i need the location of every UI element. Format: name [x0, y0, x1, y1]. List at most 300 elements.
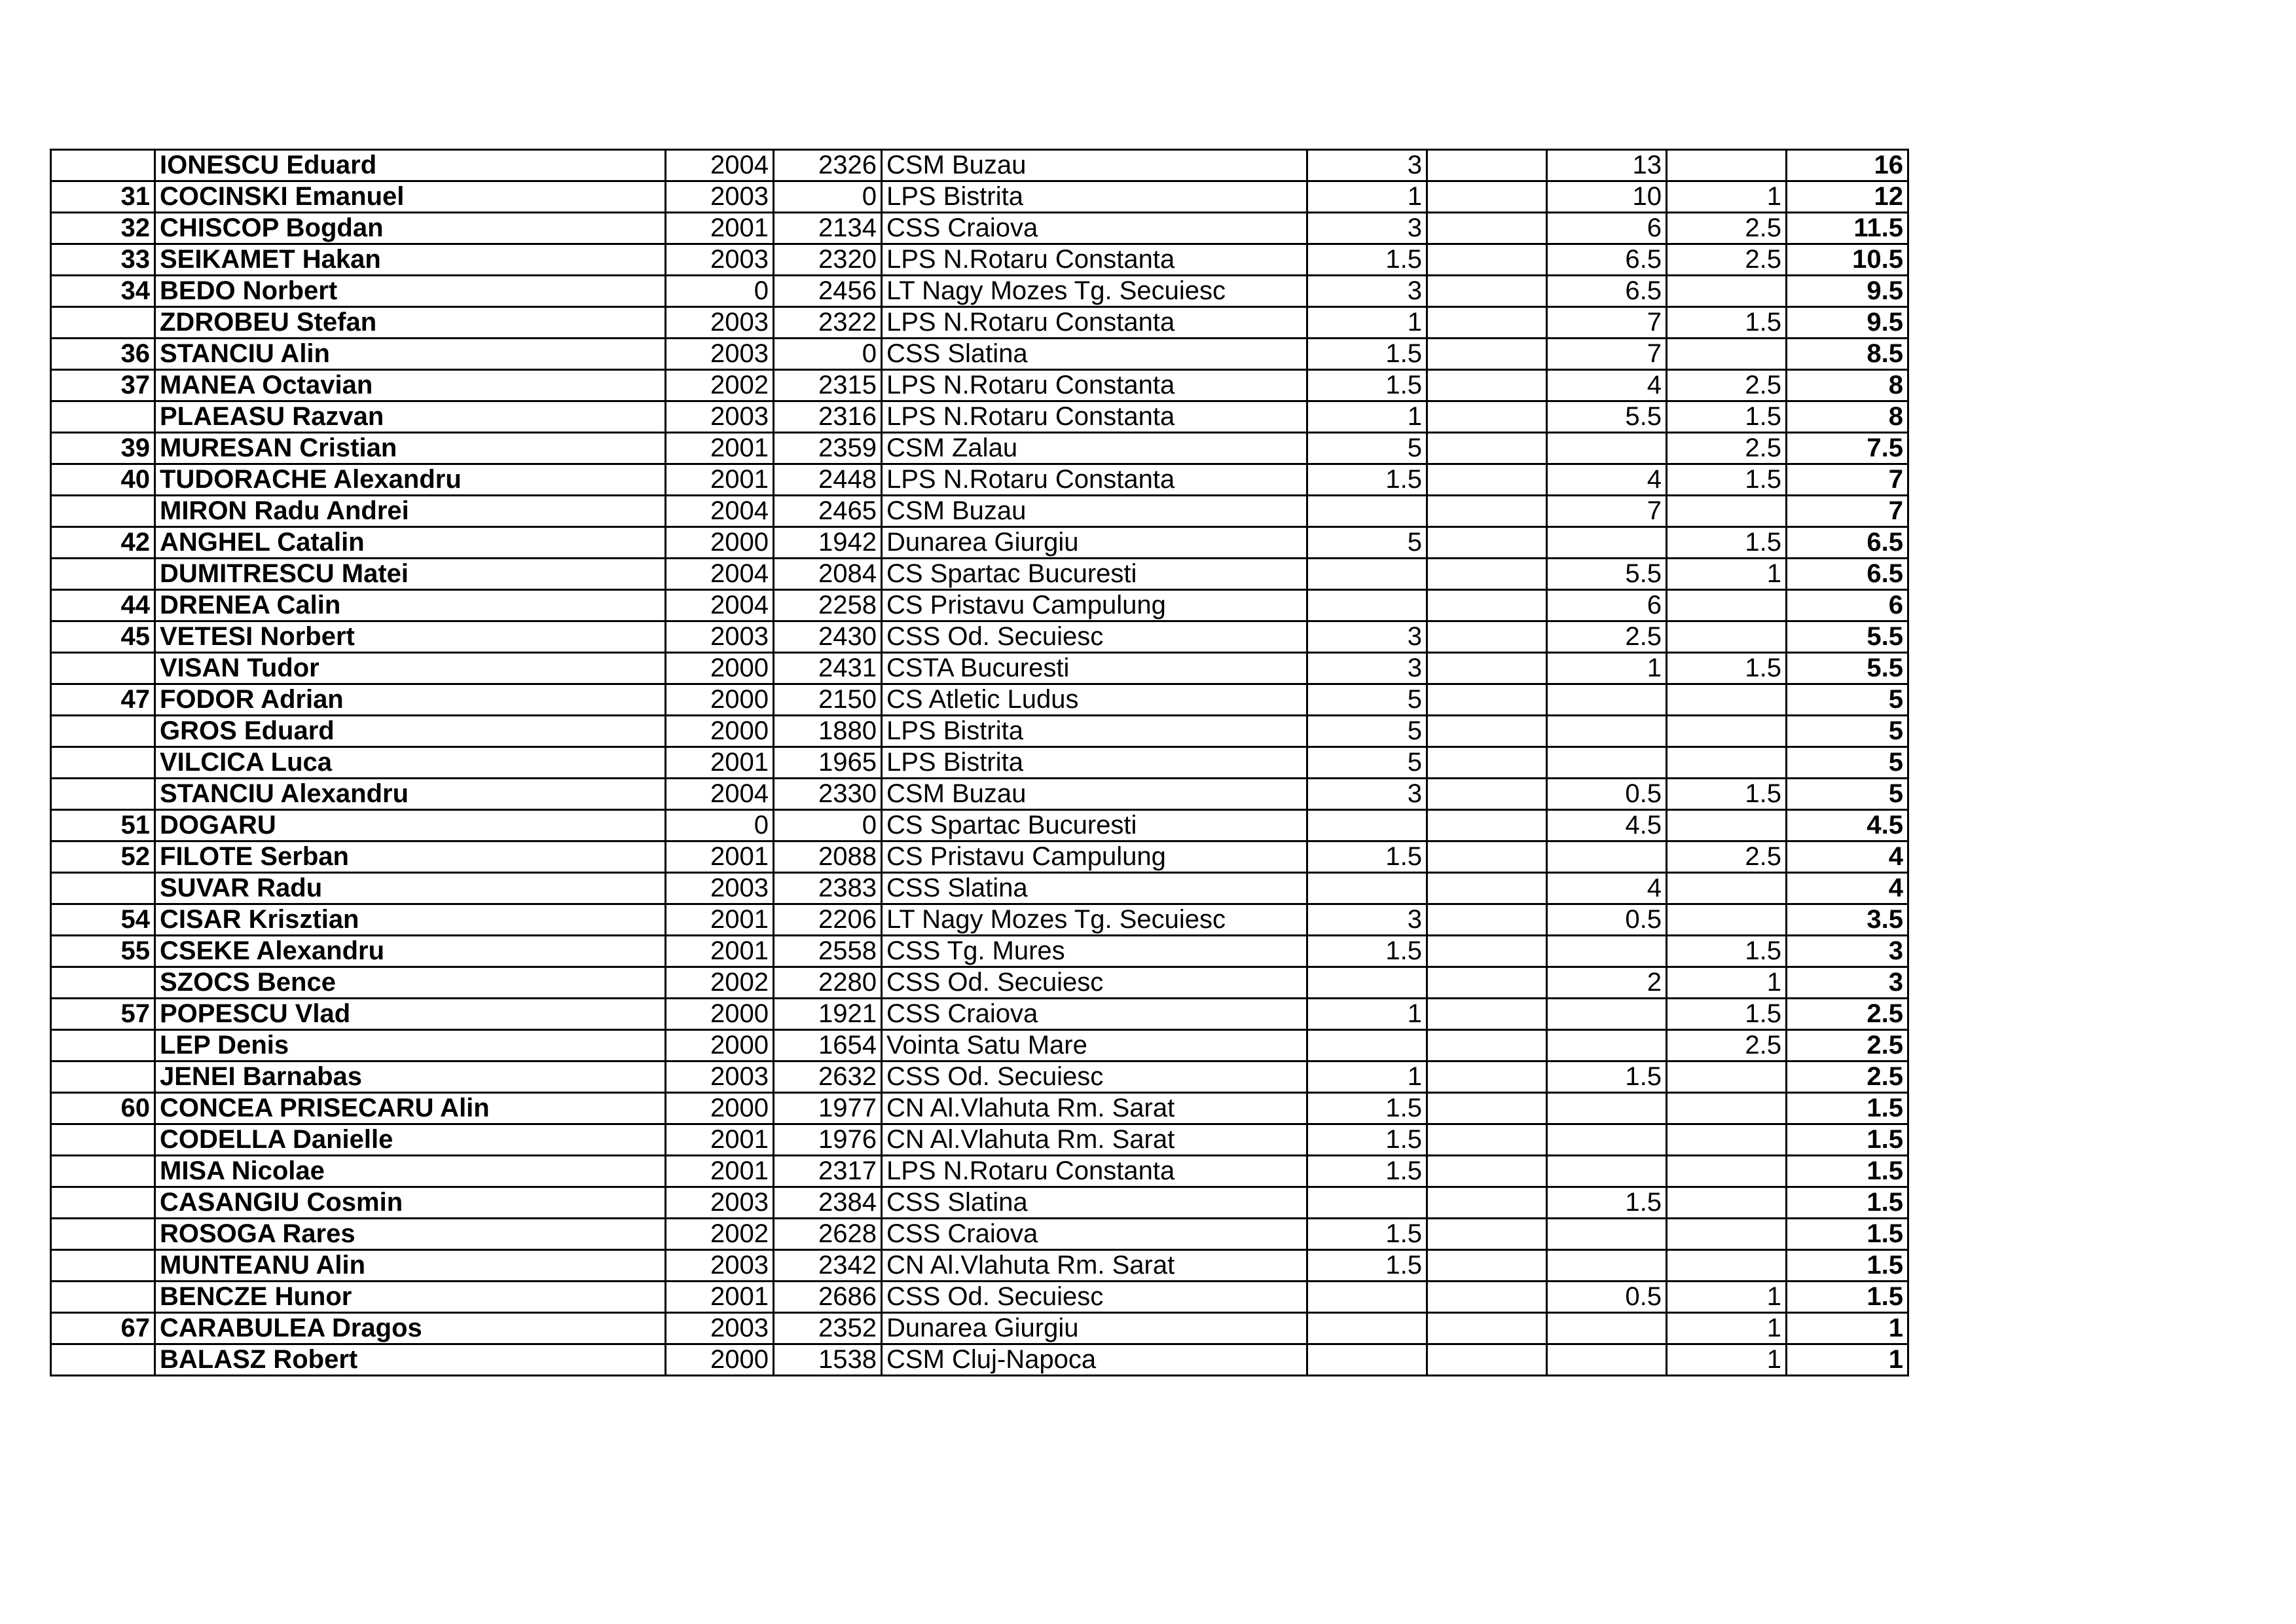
- player-name-cell: BALASZ Robert: [155, 1344, 666, 1376]
- rank-cell: 39: [51, 433, 155, 464]
- total-cell: 5: [1787, 716, 1908, 747]
- score-3-cell: [1547, 999, 1667, 1030]
- player-id-cell: 0: [774, 810, 882, 841]
- player-id-cell: 1880: [774, 716, 882, 747]
- player-name-cell: LEP Denis: [155, 1030, 666, 1061]
- score-2-cell: [1427, 716, 1547, 747]
- rank-cell: 67: [51, 1313, 155, 1344]
- rank-cell: [51, 779, 155, 810]
- total-cell: 6: [1787, 590, 1908, 621]
- table-row: [51, 1344, 1908, 1376]
- rank-cell: [51, 1187, 155, 1219]
- score-3-cell: 5.5: [1547, 559, 1667, 590]
- table-row: [51, 747, 1908, 779]
- player-id-cell: 2359: [774, 433, 882, 464]
- table-row: [51, 213, 1908, 244]
- table-row: [51, 590, 1908, 621]
- rank-cell: 34: [51, 276, 155, 307]
- score-3-cell: 6: [1547, 213, 1667, 244]
- rank-cell: 52: [51, 841, 155, 873]
- rank-cell: 57: [51, 999, 155, 1030]
- player-name-cell: MANEA Octavian: [155, 370, 666, 401]
- player-id-cell: 2134: [774, 213, 882, 244]
- club-cell: CSS Slatina: [882, 1187, 1307, 1219]
- birth-year-cell: 2001: [666, 213, 774, 244]
- player-name-cell: FODOR Adrian: [155, 684, 666, 716]
- total-cell: 4: [1787, 841, 1908, 873]
- rank-cell: 37: [51, 370, 155, 401]
- player-name-cell: SUVAR Radu: [155, 873, 666, 904]
- birth-year-cell: 2002: [666, 967, 774, 999]
- club-cell: Dunarea Giurgiu: [882, 1313, 1307, 1344]
- score-3-cell: 6.5: [1547, 244, 1667, 276]
- table-row: [51, 684, 1908, 716]
- score-2-cell: [1427, 213, 1547, 244]
- birth-year-cell: 2000: [666, 999, 774, 1030]
- score-4-cell: [1667, 1250, 1787, 1282]
- player-id-cell: 2206: [774, 904, 882, 936]
- player-id-cell: 2352: [774, 1313, 882, 1344]
- rank-cell: [51, 559, 155, 590]
- score-4-cell: 1.5: [1667, 527, 1787, 559]
- player-name-cell: VETESI Norbert: [155, 621, 666, 653]
- score-3-cell: [1547, 1344, 1667, 1376]
- score-4-cell: 2.5: [1667, 370, 1787, 401]
- table-row: [51, 1030, 1908, 1061]
- score-3-cell: 1: [1547, 653, 1667, 684]
- player-name-cell: JENEI Barnabas: [155, 1061, 666, 1093]
- score-2-cell: [1427, 1124, 1547, 1156]
- score-2-cell: [1427, 244, 1547, 276]
- club-cell: Vointa Satu Mare: [882, 1030, 1307, 1061]
- score-1-cell: 1: [1307, 401, 1427, 433]
- score-1-cell: 5: [1307, 747, 1427, 779]
- table-row: [51, 181, 1908, 213]
- score-1-cell: [1307, 1030, 1427, 1061]
- rank-cell: 47: [51, 684, 155, 716]
- club-cell: LPS N.Rotaru Constanta: [882, 464, 1307, 496]
- table-row: [51, 559, 1908, 590]
- club-cell: CS Pristavu Campulung: [882, 590, 1307, 621]
- player-name-cell: MUNTEANU Alin: [155, 1250, 666, 1282]
- score-3-cell: [1547, 433, 1667, 464]
- player-id-cell: 2330: [774, 779, 882, 810]
- score-2-cell: [1427, 559, 1547, 590]
- table-row: [51, 1282, 1908, 1313]
- total-cell: 6.5: [1787, 527, 1908, 559]
- birth-year-cell: 2001: [666, 904, 774, 936]
- rank-cell: [51, 1061, 155, 1093]
- score-3-cell: 2: [1547, 967, 1667, 999]
- ranking-table: [50, 149, 1909, 1376]
- player-id-cell: 2383: [774, 873, 882, 904]
- table-row: [51, 904, 1908, 936]
- score-1-cell: 1: [1307, 1061, 1427, 1093]
- score-3-cell: 2.5: [1547, 621, 1667, 653]
- score-4-cell: [1667, 873, 1787, 904]
- score-4-cell: 2.5: [1667, 213, 1787, 244]
- score-2-cell: [1427, 150, 1547, 181]
- score-1-cell: 1.5: [1307, 339, 1427, 370]
- score-4-cell: [1667, 810, 1787, 841]
- player-name-cell: CONCEA PRISECARU Alin: [155, 1093, 666, 1124]
- table-row: [51, 401, 1908, 433]
- birth-year-cell: 2001: [666, 1282, 774, 1313]
- score-2-cell: [1427, 1093, 1547, 1124]
- total-cell: 1.5: [1787, 1219, 1908, 1250]
- score-1-cell: 5: [1307, 433, 1427, 464]
- score-4-cell: [1667, 621, 1787, 653]
- score-3-cell: 1.5: [1547, 1061, 1667, 1093]
- total-cell: 1.5: [1787, 1282, 1908, 1313]
- score-2-cell: [1427, 684, 1547, 716]
- score-3-cell: [1547, 716, 1667, 747]
- score-4-cell: 1.5: [1667, 999, 1787, 1030]
- score-1-cell: 1: [1307, 181, 1427, 213]
- player-id-cell: 2150: [774, 684, 882, 716]
- player-id-cell: 2326: [774, 150, 882, 181]
- table-row: [51, 1093, 1908, 1124]
- score-4-cell: 2.5: [1667, 244, 1787, 276]
- total-cell: 11.5: [1787, 213, 1908, 244]
- club-cell: CSS Od. Secuiesc: [882, 1282, 1307, 1313]
- score-3-cell: 4: [1547, 873, 1667, 904]
- player-id-cell: 2465: [774, 496, 882, 527]
- player-name-cell: DOGARU: [155, 810, 666, 841]
- score-4-cell: [1667, 904, 1787, 936]
- score-1-cell: [1307, 1313, 1427, 1344]
- score-2-cell: [1427, 936, 1547, 967]
- score-2-cell: [1427, 1187, 1547, 1219]
- score-4-cell: 1.5: [1667, 401, 1787, 433]
- player-id-cell: 1538: [774, 1344, 882, 1376]
- player-name-cell: DRENEA Calin: [155, 590, 666, 621]
- player-id-cell: 2632: [774, 1061, 882, 1093]
- score-3-cell: 4.5: [1547, 810, 1667, 841]
- score-3-cell: [1547, 1250, 1667, 1282]
- player-id-cell: 2431: [774, 653, 882, 684]
- score-4-cell: [1667, 1156, 1787, 1187]
- rank-cell: 44: [51, 590, 155, 621]
- score-4-cell: 1: [1667, 559, 1787, 590]
- club-cell: CN Al.Vlahuta Rm. Sarat: [882, 1124, 1307, 1156]
- score-3-cell: 4: [1547, 464, 1667, 496]
- player-id-cell: 2558: [774, 936, 882, 967]
- score-1-cell: 1.5: [1307, 244, 1427, 276]
- player-name-cell: FILOTE Serban: [155, 841, 666, 873]
- birth-year-cell: 2003: [666, 621, 774, 653]
- score-2-cell: [1427, 1061, 1547, 1093]
- player-id-cell: 2628: [774, 1219, 882, 1250]
- score-2-cell: [1427, 370, 1547, 401]
- club-cell: CSS Craiova: [882, 213, 1307, 244]
- club-cell: CSM Zalau: [882, 433, 1307, 464]
- rank-cell: 33: [51, 244, 155, 276]
- rank-cell: 54: [51, 904, 155, 936]
- club-cell: CN Al.Vlahuta Rm. Sarat: [882, 1250, 1307, 1282]
- score-1-cell: 3: [1307, 276, 1427, 307]
- player-id-cell: 1921: [774, 999, 882, 1030]
- birth-year-cell: 2000: [666, 716, 774, 747]
- score-4-cell: [1667, 1093, 1787, 1124]
- birth-year-cell: 2001: [666, 747, 774, 779]
- total-cell: 2.5: [1787, 1061, 1908, 1093]
- player-name-cell: BEDO Norbert: [155, 276, 666, 307]
- birth-year-cell: 2002: [666, 370, 774, 401]
- score-3-cell: [1547, 747, 1667, 779]
- player-name-cell: ANGHEL Catalin: [155, 527, 666, 559]
- score-1-cell: 1.5: [1307, 464, 1427, 496]
- rank-cell: 60: [51, 1093, 155, 1124]
- table-row: [51, 1219, 1908, 1250]
- birth-year-cell: 2003: [666, 181, 774, 213]
- player-id-cell: 2430: [774, 621, 882, 653]
- total-cell: 5: [1787, 747, 1908, 779]
- total-cell: 5: [1787, 684, 1908, 716]
- total-cell: 6.5: [1787, 559, 1908, 590]
- score-3-cell: 7: [1547, 496, 1667, 527]
- score-3-cell: [1547, 1219, 1667, 1250]
- birth-year-cell: 2003: [666, 307, 774, 339]
- score-1-cell: 3: [1307, 779, 1427, 810]
- player-name-cell: CISAR Krisztian: [155, 904, 666, 936]
- score-2-cell: [1427, 967, 1547, 999]
- rank-cell: [51, 1250, 155, 1282]
- player-id-cell: 2280: [774, 967, 882, 999]
- total-cell: 8: [1787, 370, 1908, 401]
- club-cell: LPS Bistrita: [882, 716, 1307, 747]
- player-name-cell: GROS Eduard: [155, 716, 666, 747]
- club-cell: CSS Od. Secuiesc: [882, 621, 1307, 653]
- player-name-cell: BENCZE Hunor: [155, 1282, 666, 1313]
- club-cell: LPS N.Rotaru Constanta: [882, 1156, 1307, 1187]
- table-row: [51, 1061, 1908, 1093]
- score-4-cell: [1667, 590, 1787, 621]
- table-row: [51, 873, 1908, 904]
- score-1-cell: 5: [1307, 716, 1427, 747]
- score-3-cell: [1547, 1124, 1667, 1156]
- club-cell: CSTA Bucuresti: [882, 653, 1307, 684]
- table-row: [51, 653, 1908, 684]
- score-4-cell: 2.5: [1667, 1030, 1787, 1061]
- birth-year-cell: 2001: [666, 1156, 774, 1187]
- score-2-cell: [1427, 841, 1547, 873]
- table-row: [51, 936, 1908, 967]
- total-cell: 7: [1787, 496, 1908, 527]
- table-row: [51, 370, 1908, 401]
- birth-year-cell: 0: [666, 810, 774, 841]
- club-cell: LPS N.Rotaru Constanta: [882, 370, 1307, 401]
- player-name-cell: CASANGIU Cosmin: [155, 1187, 666, 1219]
- score-4-cell: [1667, 1187, 1787, 1219]
- club-cell: CSM Buzau: [882, 496, 1307, 527]
- club-cell: LPS N.Rotaru Constanta: [882, 244, 1307, 276]
- player-id-cell: 1654: [774, 1030, 882, 1061]
- club-cell: CSS Craiova: [882, 999, 1307, 1030]
- rank-cell: [51, 1030, 155, 1061]
- score-3-cell: [1547, 1093, 1667, 1124]
- rank-cell: [51, 873, 155, 904]
- score-3-cell: 0.5: [1547, 779, 1667, 810]
- total-cell: 7: [1787, 464, 1908, 496]
- score-2-cell: [1427, 747, 1547, 779]
- score-3-cell: 7: [1547, 339, 1667, 370]
- club-cell: CS Spartac Bucuresti: [882, 559, 1307, 590]
- score-1-cell: 1.5: [1307, 1250, 1427, 1282]
- score-3-cell: [1547, 841, 1667, 873]
- rank-cell: [51, 496, 155, 527]
- rank-cell: 55: [51, 936, 155, 967]
- total-cell: 1.5: [1787, 1124, 1908, 1156]
- player-name-cell: TUDORACHE Alexandru: [155, 464, 666, 496]
- club-cell: CSM Buzau: [882, 779, 1307, 810]
- birth-year-cell: 2003: [666, 873, 774, 904]
- score-4-cell: [1667, 747, 1787, 779]
- player-name-cell: ROSOGA Rares: [155, 1219, 666, 1250]
- score-3-cell: 6: [1547, 590, 1667, 621]
- rank-cell: [51, 1156, 155, 1187]
- score-4-cell: 1: [1667, 967, 1787, 999]
- table-row: [51, 999, 1908, 1030]
- score-1-cell: [1307, 967, 1427, 999]
- birth-year-cell: 2000: [666, 527, 774, 559]
- score-1-cell: [1307, 873, 1427, 904]
- rank-cell: 45: [51, 621, 155, 653]
- table-row: [51, 810, 1908, 841]
- rank-cell: [51, 653, 155, 684]
- total-cell: 16: [1787, 150, 1908, 181]
- player-name-cell: DUMITRESCU Matei: [155, 559, 666, 590]
- rank-cell: [51, 1344, 155, 1376]
- score-4-cell: 2.5: [1667, 841, 1787, 873]
- birth-year-cell: 2003: [666, 1061, 774, 1093]
- score-1-cell: [1307, 496, 1427, 527]
- total-cell: 12: [1787, 181, 1908, 213]
- score-3-cell: [1547, 527, 1667, 559]
- birth-year-cell: 2000: [666, 1344, 774, 1376]
- player-name-cell: SEIKAMET Hakan: [155, 244, 666, 276]
- player-id-cell: 2448: [774, 464, 882, 496]
- player-name-cell: COCINSKI Emanuel: [155, 181, 666, 213]
- score-1-cell: [1307, 559, 1427, 590]
- player-name-cell: CODELLA Danielle: [155, 1124, 666, 1156]
- score-3-cell: 1.5: [1547, 1187, 1667, 1219]
- score-2-cell: [1427, 339, 1547, 370]
- player-id-cell: 2342: [774, 1250, 882, 1282]
- score-1-cell: 3: [1307, 904, 1427, 936]
- table-row: [51, 276, 1908, 307]
- rank-cell: [51, 747, 155, 779]
- score-4-cell: 1.5: [1667, 464, 1787, 496]
- total-cell: 5.5: [1787, 653, 1908, 684]
- birth-year-cell: 2003: [666, 1250, 774, 1282]
- rank-cell: 36: [51, 339, 155, 370]
- table-row: [51, 433, 1908, 464]
- score-1-cell: [1307, 810, 1427, 841]
- score-2-cell: [1427, 1219, 1547, 1250]
- birth-year-cell: 2001: [666, 1124, 774, 1156]
- player-name-cell: POPESCU Vlad: [155, 999, 666, 1030]
- score-2-cell: [1427, 999, 1547, 1030]
- score-2-cell: [1427, 1282, 1547, 1313]
- table-row: [51, 967, 1908, 999]
- player-id-cell: 0: [774, 339, 882, 370]
- player-name-cell: STANCIU Alin: [155, 339, 666, 370]
- player-id-cell: 1965: [774, 747, 882, 779]
- total-cell: 5: [1787, 779, 1908, 810]
- player-name-cell: CHISCOP Bogdan: [155, 213, 666, 244]
- score-4-cell: [1667, 150, 1787, 181]
- player-name-cell: MISA Nicolae: [155, 1156, 666, 1187]
- score-1-cell: 1.5: [1307, 841, 1427, 873]
- total-cell: 8: [1787, 401, 1908, 433]
- score-1-cell: 3: [1307, 621, 1427, 653]
- table-row: [51, 1187, 1908, 1219]
- score-2-cell: [1427, 590, 1547, 621]
- club-cell: CSS Tg. Mures: [882, 936, 1307, 967]
- total-cell: 4: [1787, 873, 1908, 904]
- table-row: [51, 150, 1908, 181]
- rank-cell: 31: [51, 181, 155, 213]
- score-2-cell: [1427, 433, 1547, 464]
- score-3-cell: 0.5: [1547, 904, 1667, 936]
- score-3-cell: 0.5: [1547, 1282, 1667, 1313]
- club-cell: LPS Bistrita: [882, 181, 1307, 213]
- club-cell: CS Pristavu Campulung: [882, 841, 1307, 873]
- score-2-cell: [1427, 873, 1547, 904]
- club-cell: CN Al.Vlahuta Rm. Sarat: [882, 1093, 1307, 1124]
- player-id-cell: 2316: [774, 401, 882, 433]
- birth-year-cell: 2001: [666, 936, 774, 967]
- total-cell: 3: [1787, 936, 1908, 967]
- birth-year-cell: 2003: [666, 339, 774, 370]
- score-2-cell: [1427, 464, 1547, 496]
- score-4-cell: 1.5: [1667, 936, 1787, 967]
- player-id-cell: 1942: [774, 527, 882, 559]
- score-4-cell: 1.5: [1667, 307, 1787, 339]
- player-name-cell: CSEKE Alexandru: [155, 936, 666, 967]
- score-1-cell: 1: [1307, 999, 1427, 1030]
- total-cell: 1.5: [1787, 1156, 1908, 1187]
- score-2-cell: [1427, 810, 1547, 841]
- score-4-cell: 1.5: [1667, 779, 1787, 810]
- score-2-cell: [1427, 527, 1547, 559]
- score-3-cell: [1547, 936, 1667, 967]
- player-id-cell: 2322: [774, 307, 882, 339]
- score-2-cell: [1427, 1313, 1547, 1344]
- score-4-cell: 1: [1667, 181, 1787, 213]
- total-cell: 5.5: [1787, 621, 1908, 653]
- score-2-cell: [1427, 1156, 1547, 1187]
- table-row: [51, 496, 1908, 527]
- club-cell: CSS Slatina: [882, 339, 1307, 370]
- total-cell: 7.5: [1787, 433, 1908, 464]
- club-cell: CSS Od. Secuiesc: [882, 1061, 1307, 1093]
- total-cell: 9.5: [1787, 307, 1908, 339]
- score-4-cell: [1667, 496, 1787, 527]
- club-cell: CSM Buzau: [882, 150, 1307, 181]
- club-cell: LPS N.Rotaru Constanta: [882, 401, 1307, 433]
- rank-cell: [51, 307, 155, 339]
- player-id-cell: 1977: [774, 1093, 882, 1124]
- score-2-cell: [1427, 401, 1547, 433]
- score-1-cell: 5: [1307, 684, 1427, 716]
- score-2-cell: [1427, 307, 1547, 339]
- score-1-cell: 1.5: [1307, 370, 1427, 401]
- club-cell: CSM Cluj-Napoca: [882, 1344, 1307, 1376]
- table-row: [51, 1250, 1908, 1282]
- table-row: [51, 244, 1908, 276]
